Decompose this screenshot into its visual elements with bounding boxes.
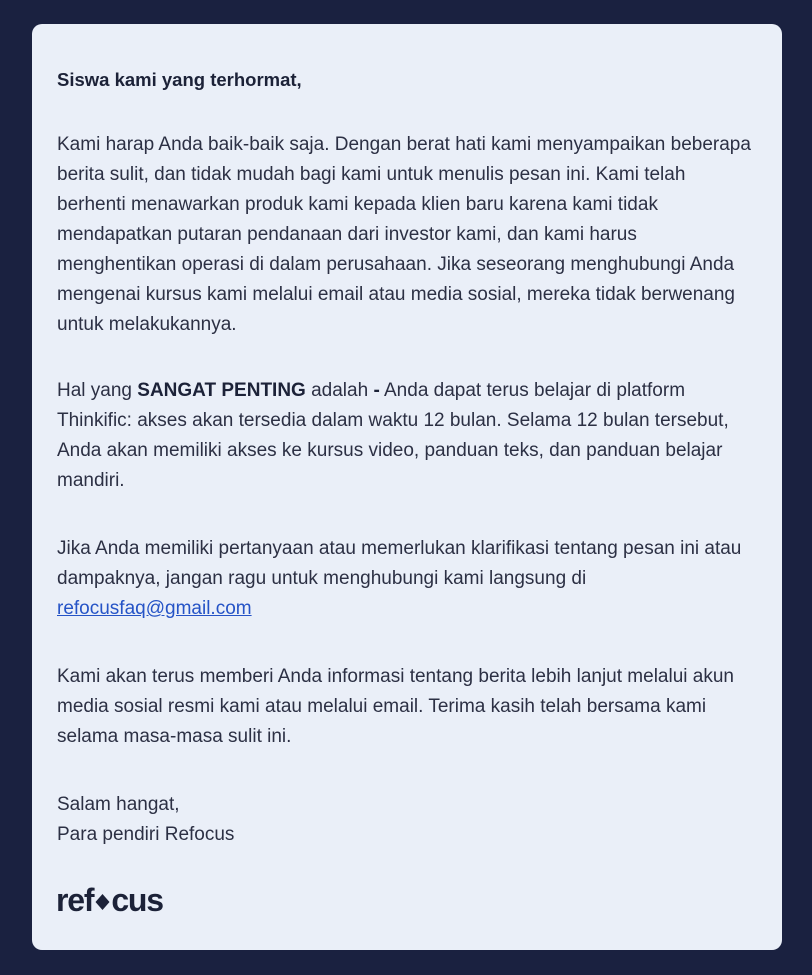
logo-text-suffix: cus xyxy=(111,881,163,918)
paragraph-contact xyxy=(57,534,757,624)
greeting: Siswa kami yang terhormat, xyxy=(57,69,302,90)
signoff xyxy=(57,790,757,850)
signature-text: Para pendiri Refocus xyxy=(57,824,235,845)
paragraph-important-middle: adalah xyxy=(305,380,374,401)
paragraph-important-lead: Hal yang xyxy=(57,380,138,401)
refocus-logo xyxy=(56,880,163,920)
important-emphasis: SANGAT PENTING xyxy=(137,380,306,401)
paragraph-important xyxy=(57,376,757,496)
important-dash: - xyxy=(373,380,380,401)
email-link[interactable]: refocusfaq@gmail.com xyxy=(57,598,252,619)
paragraph-contact-text: Jika Anda memiliki pertanyaan atau memerlukan klarifikasi tentang pesan ini atau dampaknya, jangan ragu untuk menghubungi kami langsung di xyxy=(57,538,742,589)
email-card xyxy=(32,24,782,950)
diamond-o-icon xyxy=(94,890,111,910)
paragraph-updates: Kami akan terus memberi Anda informasi tentang berita lebih lanjut melalui akun media sosial resmi kami atau melalui email. Terima kasih telah bersama kami selama masa-masa sulit ini. xyxy=(57,666,734,747)
paragraph-important-body: Anda dapat terus belajar di platform Thinkific: akses akan tersedia dalam waktu 12 bulan. Selama 12 bulan tersebut, Anda akan memiliki akses ke kursus video, panduan teks, dan panduan belajar mandiri. xyxy=(57,380,729,491)
logo-text-prefix: ref xyxy=(56,881,94,918)
paragraph-intro: Kami harap Anda baik-baik saja. Dengan berat hati kami menyampaikan beberapa berita sulit, dan tidak mudah bagi kami untuk menulis pesan ini. Kami telah berhenti menawarkan produk kami kepada klien baru karena kami tidak mendapatkan putaran pendanaan dari investor kami, dan kami harus menghentikan operasi di dalam perusahaan. Jika seseorang menghubungi Anda mengenai kursus kami melalui email atau media sosial, mereka tidak berwenang untuk melakukannya. xyxy=(57,134,751,335)
closing-text: Salam hangat, xyxy=(57,794,180,815)
